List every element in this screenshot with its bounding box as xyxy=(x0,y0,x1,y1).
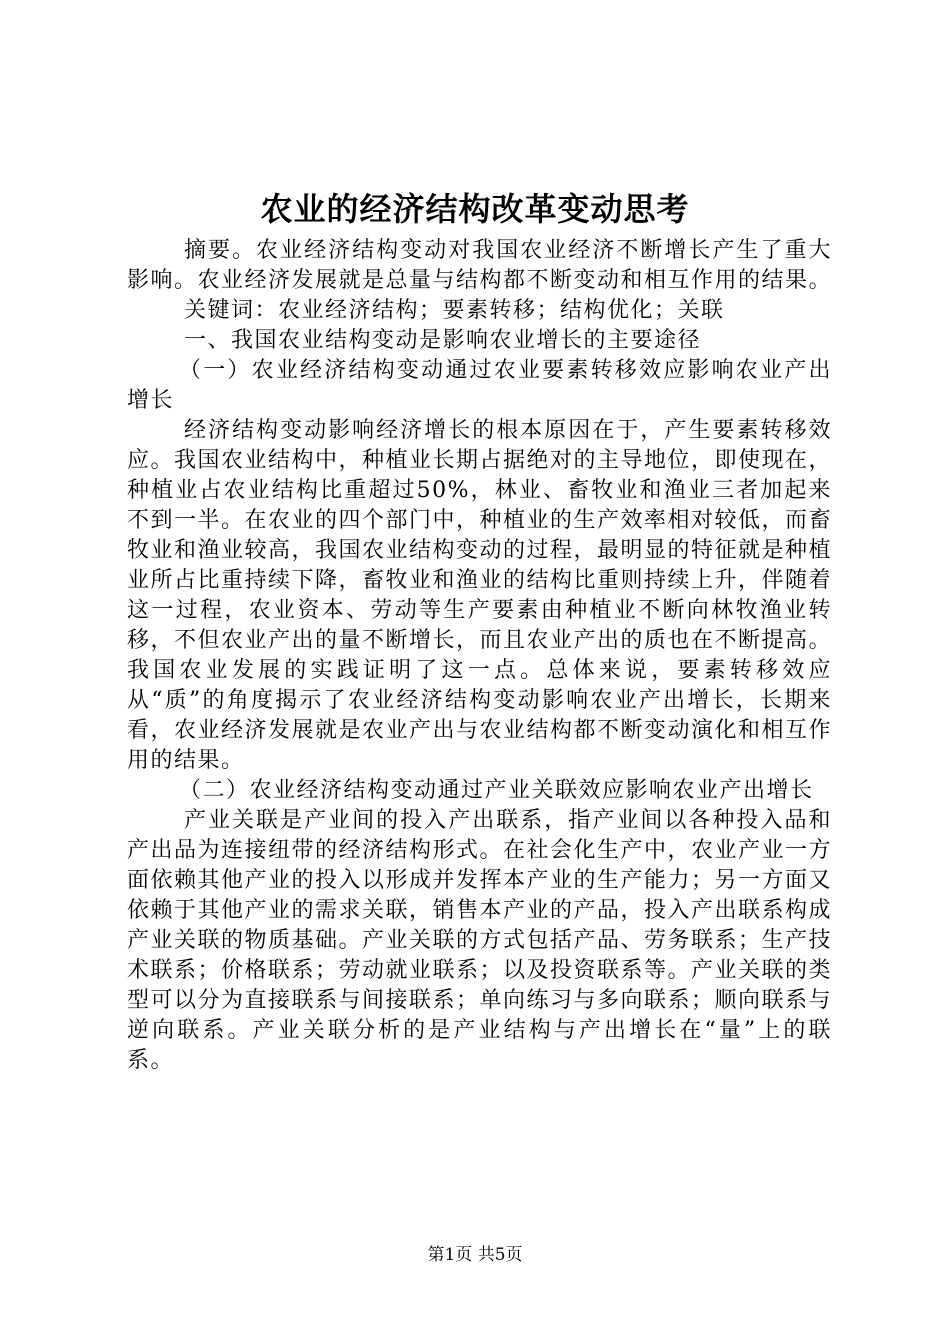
section-heading-1: 一、我国农业结构变动是影响农业增长的主要途径 xyxy=(184,328,702,353)
keywords-paragraph: 关键词：农业经济结构；要素转移；结构优化；关联 xyxy=(184,298,725,323)
subsection-heading-2: （二）农业经济结构变动通过产业关联效应影响农业产出增长 xyxy=(179,778,814,803)
document-title: 农业的经济结构改革变动思考 xyxy=(260,190,690,228)
document-body xyxy=(127,236,832,1076)
page-footer: 第1页 共5页 xyxy=(427,1245,523,1265)
abstract-paragraph: 摘要。农业经济结构变动对我国农业经济不断增长产生了重大影响。农业经济发展就是总量与结构都不断变动和相互作用的结果。 xyxy=(127,238,833,293)
body-paragraph-1: 经济结构变动影响经济增长的根本原因在于，产生要素转移效应。我国农业结构中，种植业长期占据绝对的主导地位，即使现在，种植业占农业结构比重超过50%，林业、畜牧业和渔业三者加起来不到一半。在农业的四个部门中，种植业的生产效率相对较低，而畜牧业和渔业较高，我国农业结构变动的过程，最明显的特征就是种植业所占比重持续下降，畜牧业和渔业的结构比重则持续上升，伴随着这一过程，农业资本、劳动等生产要素由种植业不断向林牧渔业转移，不但农业产出的量不断增长，而且农业产出的质也在不断提高。我国农业发展的实践证明了这一点。总体来说，要素转移效应从“质”的角度揭示了农业经济结构变动影响农业产出增长，长期来看，农业经济发展就是农业产出与农业结构都不断变动演化和相互作用的结果。 xyxy=(127,418,833,773)
subsection-heading-1: （一）农业经济结构变动通过农业要素转移效应影响农业产出增长 xyxy=(127,358,832,413)
body-paragraph-2: 产业关联是产业间的投入产出联系，指产业间以各种投入品和产出品为连接纽带的经济结构形式。在社会化生产中，农业产业一方面依赖其他产业的投入以形成并发挥本产业的生产能力；另一方面又依赖于其他产业的需求关联，销售本产业的产品，投入产出联系构成产业关联的物质基础。产业关联的方式包括产品、劳务联系；生产技术联系；价格联系；劳动就业联系；以及投资联系等。产业关联的类型可以分为直接联系与间接联系；单向练习与多向联系；顺向联系与逆向联系。产业关联分析的是产业结构与产出增长在“量”上的联系。 xyxy=(127,808,833,1073)
